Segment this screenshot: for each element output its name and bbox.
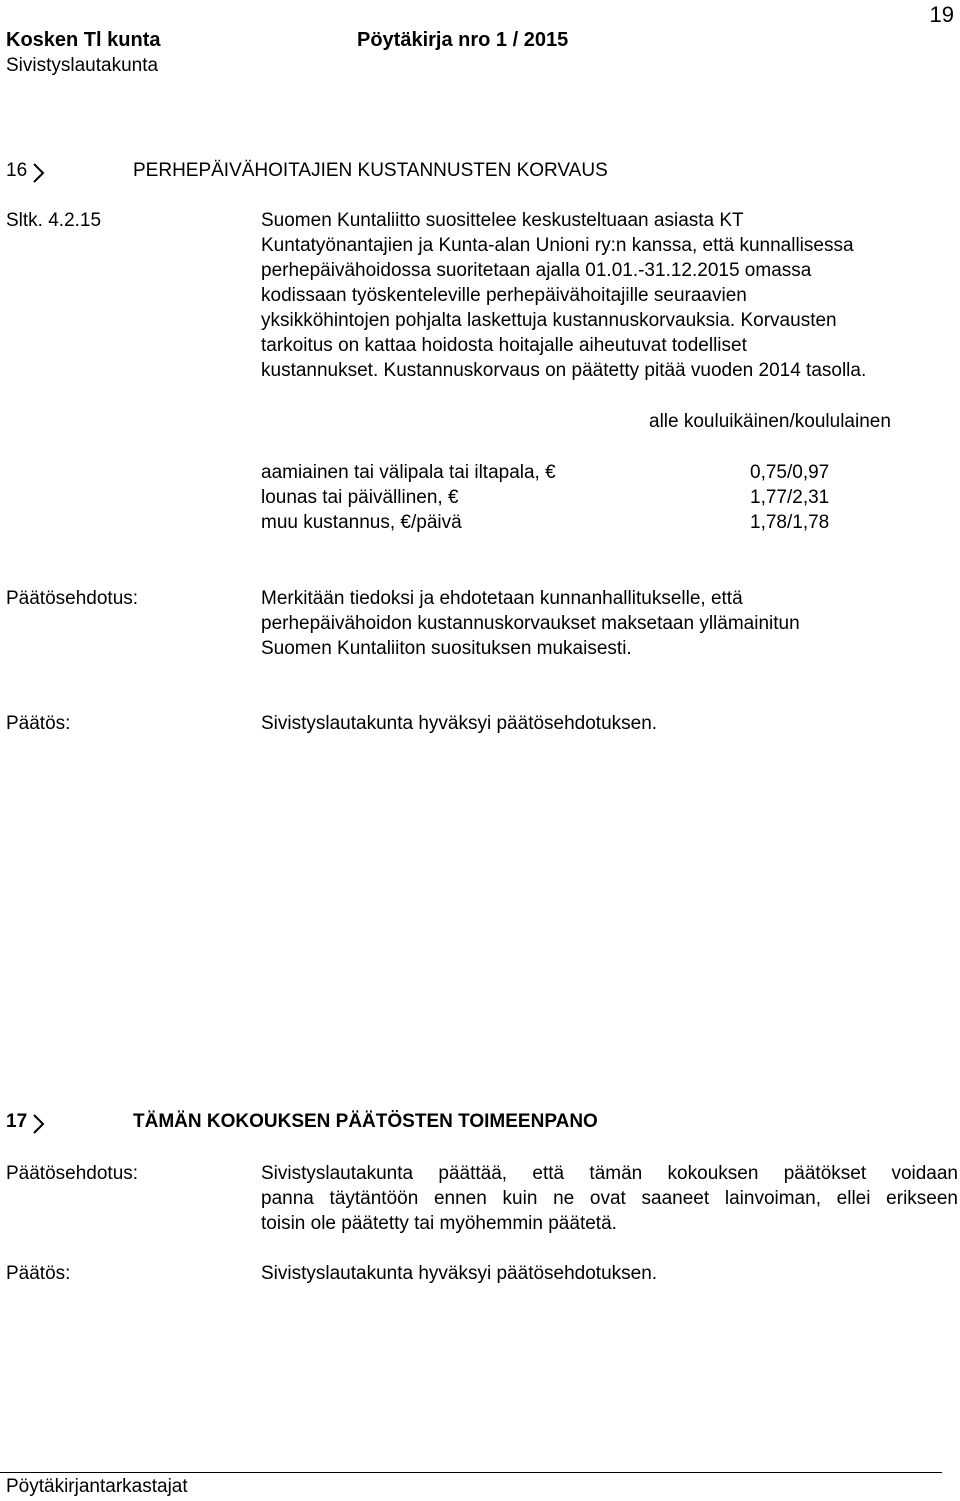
body-line: kodissaan työskenteleville perhepäivähoitajille seuraavien [261, 285, 747, 306]
table-column-header: alle kouluikäinen/koululainen [649, 411, 891, 432]
footer-rule [0, 1472, 942, 1473]
body-line: kustannukset. Kustannuskorvaus on päätetty pitää vuoden 2014 tasolla. [261, 360, 867, 381]
proposal-line: Sivistyslautakunta päättää, että tämän kokouksen päätökset voidaan [261, 1163, 958, 1184]
committee-name: Sivistyslautakunta [6, 55, 159, 76]
body-line: perhepäivähoidossa suoritetaan ajalla 01.01.-31.12.2015 omassa [261, 260, 812, 281]
proposal-line: panna täytäntöön ennen kuin ne ovat saaneet lainvoiman, ellei erikseen [261, 1188, 958, 1209]
row-value: 1,78/1,78 [750, 512, 830, 533]
proposal-label: Päätösehdotus: [6, 1163, 139, 1184]
section-hook-icon [33, 162, 45, 186]
row-label: aamiainen tai välipala tai iltapala, € [261, 462, 556, 483]
section-16-body [261, 208, 958, 383]
footer-label: Pöytäkirjantarkastajat [6, 1476, 188, 1497]
proposal-line: Suomen Kuntaliiton suosituksen mukaisesti. [261, 638, 632, 659]
row-label: lounas tai päivällinen, € [261, 487, 459, 508]
row-label: muu kustannus, €/päivä [261, 512, 462, 533]
body-line: yksikköhintojen pohjalta laskettuja kustannuskorvauksia. Korvausten [261, 310, 837, 331]
table-row [261, 460, 556, 485]
proposal-line: Merkitään tiedoksi ja ehdotetaan kunnanhallitukselle, että [261, 588, 743, 609]
minutes-title: Pöytäkirja nro 1 / 2015 [357, 29, 569, 51]
proposal-line: perhepäivähoidon kustannuskorvaukset maksetaan yllämainitun [261, 613, 800, 634]
municipality-name: Kosken Tl kunta [6, 29, 161, 51]
body-line: Kuntatyönantajien ja Kunta-alan Unioni ry:n kanssa, että kunnallisessa [261, 235, 854, 256]
table-row [261, 510, 462, 535]
decision-text: Sivistyslautakunta hyväksyi päätösehdotuksen. [261, 713, 658, 734]
proposal-text [261, 1161, 958, 1236]
decision-label: Päätös: [6, 1263, 71, 1284]
body-line: Suomen Kuntaliitto suosittelee keskusteltuaan asiasta KT [261, 210, 744, 231]
section-17-title: TÄMÄN KOKOUKSEN PÄÄTÖSTEN TOIMEENPANO [133, 1111, 598, 1132]
decision-label: Päätös: [6, 713, 71, 734]
section-hook-icon [33, 1113, 45, 1137]
page-number: 19 [929, 2, 954, 27]
section-16-number: 16 [6, 160, 28, 181]
body-line: tarkoitus on kattaa hoidosta hoitajalle aiheutuvat todelliset [261, 335, 747, 356]
section-17-number: 17 [6, 1111, 28, 1132]
section-16-title: PERHEPÄIVÄHOITAJIEN KUSTANNUSTEN KORVAUS [133, 160, 608, 181]
table-row [261, 485, 459, 510]
proposal-label: Päätösehdotus: [6, 588, 139, 609]
proposal-text [261, 586, 958, 661]
row-value: 1,77/2,31 [750, 487, 830, 508]
decision-text: Sivistyslautakunta hyväksyi päätösehdotuksen. [261, 1263, 658, 1284]
proposal-line: toisin ole päätetty tai myöhemmin päätetä. [261, 1213, 617, 1234]
section-16-reference: Sltk. 4.2.15 [6, 210, 102, 231]
row-value: 0,75/0,97 [750, 462, 830, 483]
